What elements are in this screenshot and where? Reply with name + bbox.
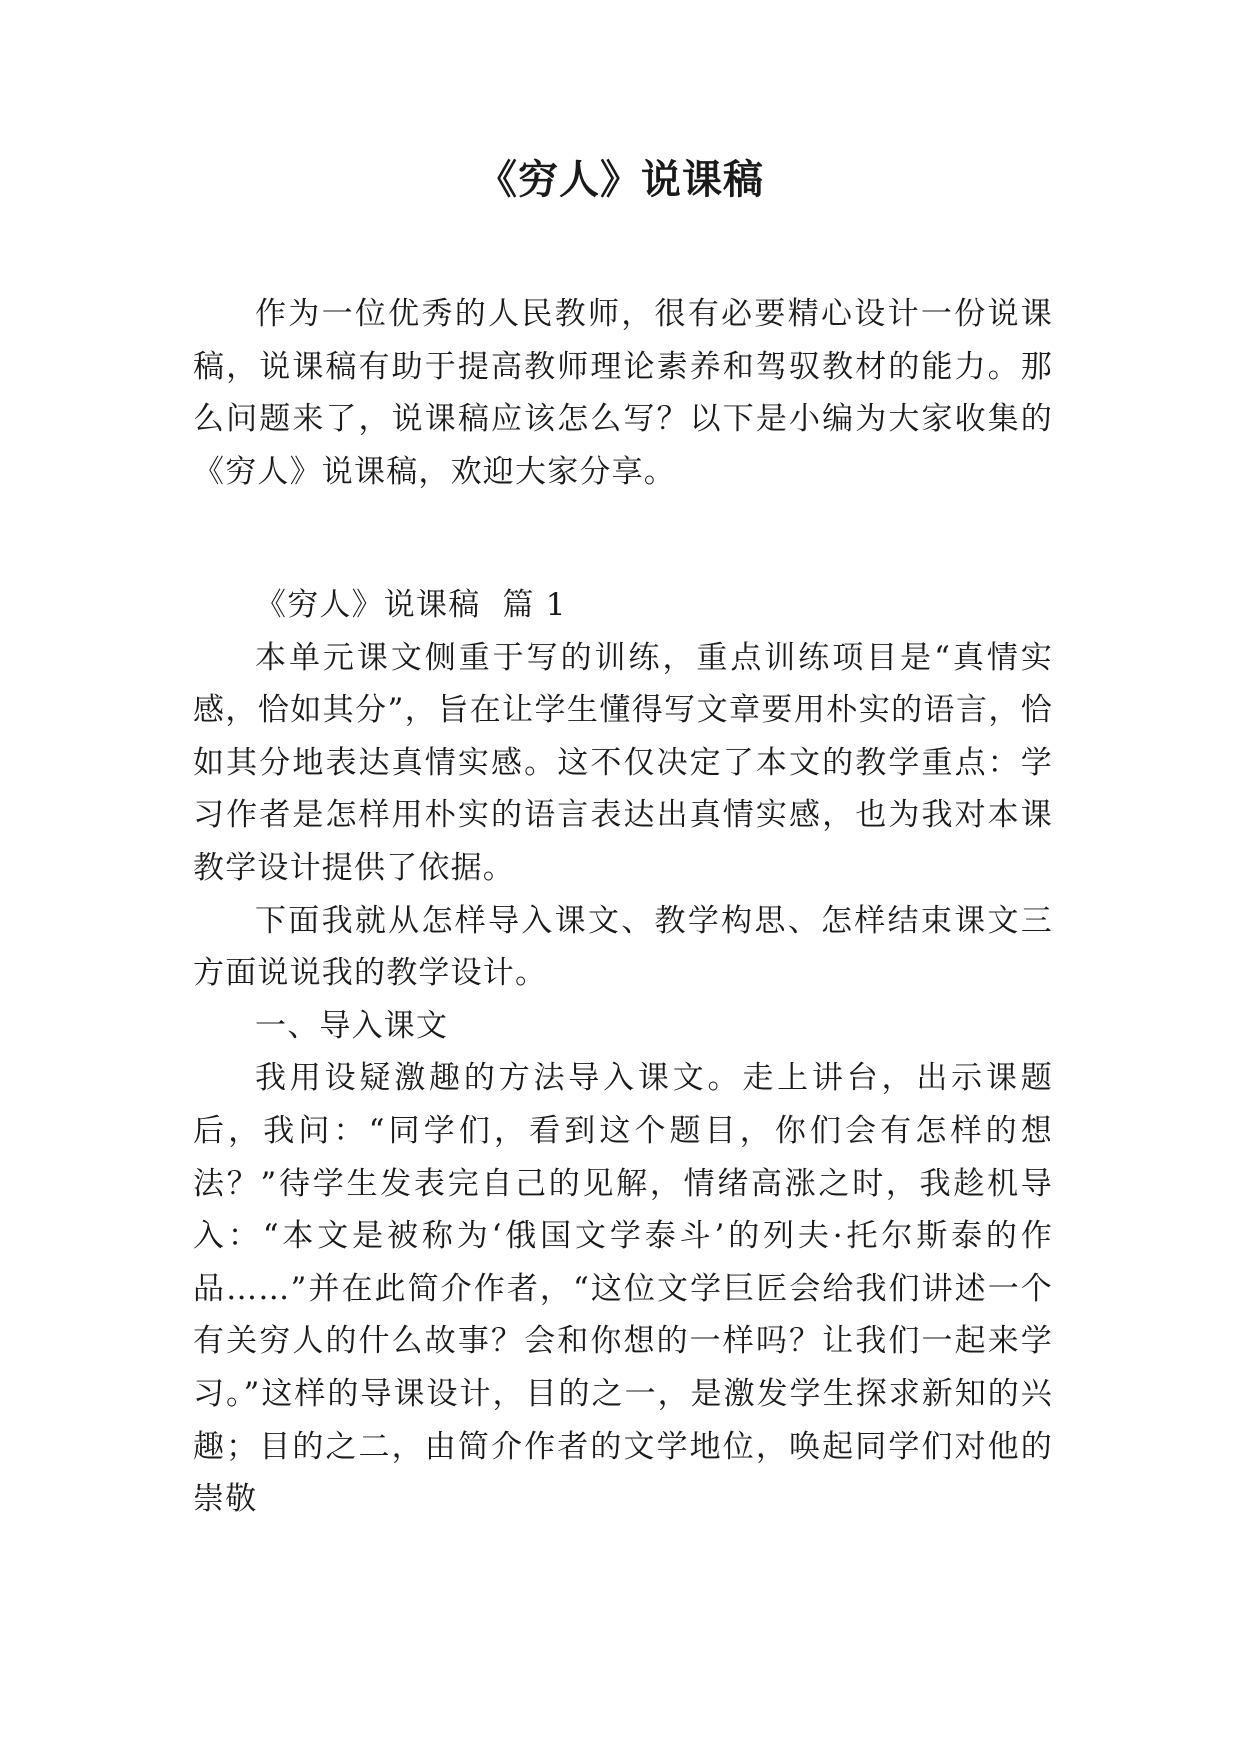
- section-heading: 一、导入课文: [255, 1007, 449, 1044]
- body-paragraph: 我用设疑激趣的方法导入课文。走上讲台，出示课题后，我问：“同学们，看到这个题目，你们会有怎样的想法？”待学生发表完自己的见解，情绪高涨之时，我趁机导入：“本文是被称为‘俄国文学泰斗’的列夫·托尔斯泰的作品……”并在此简介作者，“这位文学巨匠会给我们讲述一个有关穷人的什么故事？会和你想的一样吗？让我们一起来学习。”这样的导课设计，目的之一，是激发学生探求新知的兴趣；目的之二，由简介作者的文学地位，唤起同学们对他的崇敬: [193, 1060, 1053, 1518]
- article-section: [193, 579, 1053, 1526]
- intro-paragraph: 作为一位优秀的人民教师，很有必要精心设计一份说课稿，说课稿有助于提高教师理论素养和驾驭教材的能力。那么问题来了，说课稿应该怎么写？以下是小编为大家收集的《穷人》说课稿，欢迎大家分享。: [193, 296, 1053, 490]
- body-paragraph: 下面我就从怎样导入课文、教学构思、怎样结束课文三方面说说我的教学设计。: [193, 902, 1053, 992]
- intro-section: [193, 288, 1053, 498]
- document-title: 《穷人》说课稿: [477, 157, 764, 203]
- article-heading: 《穷人》说课稿 篇 1: [255, 587, 567, 623]
- body-paragraph: 本单元课文侧重于写的训练，重点训练项目是“真情实感，恰如其分”，旨在让学生懂得写文章要用朴实的语言，恰如其分地表达真情实感。这不仅决定了本文的教学重点：学习作者是怎样用朴实的语言表达出真情实感，也为我对本课教学设计提供了依据。: [193, 639, 1053, 886]
